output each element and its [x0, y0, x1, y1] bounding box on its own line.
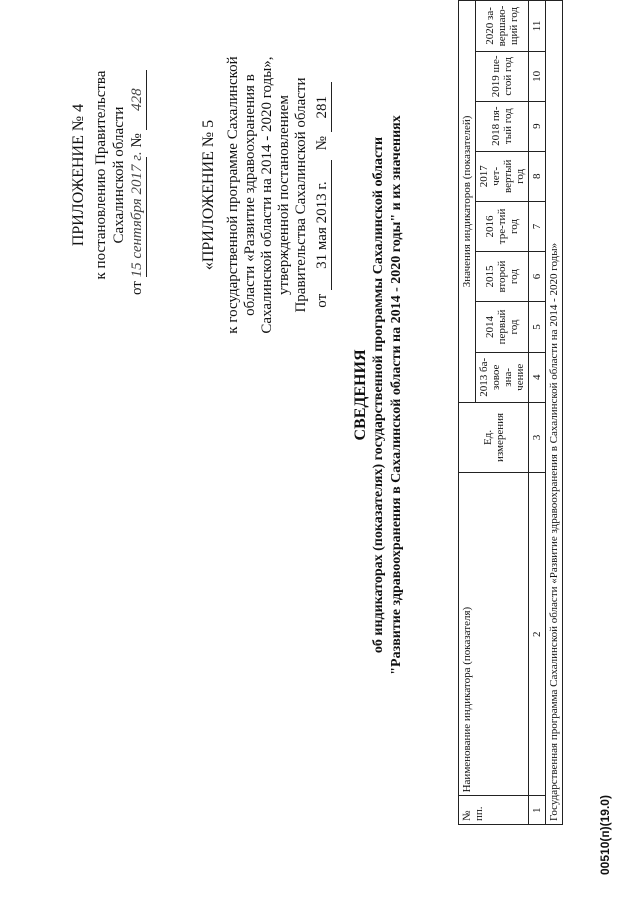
table-program-row: [546, 1, 563, 825]
column-number: 5: [529, 302, 546, 353]
appendix-5-line4: утвержденной постановлением: [276, 95, 292, 295]
table-number-row: [529, 1, 546, 825]
header-year: 2014 первый год: [476, 302, 529, 353]
header-year: 2015 второй год: [476, 251, 529, 301]
appendix-4-from-label: от: [129, 281, 145, 295]
appendix-5-date: 31 мая 2013 г.: [314, 160, 332, 290]
program-title-cell: Государственная программа Сахалинской области «Развитие здравоохранения в Сахалинской области на 2014 - 2020 годы»: [546, 1, 563, 825]
header-year: 2013 ба-зовое зна-чение: [476, 352, 529, 402]
indicators-table: [458, 0, 563, 825]
heading-line2: "Развитие здравоохранения в Сахалинской области на 2014 - 2020 годы" и их значениях: [389, 115, 404, 675]
appendix-4-date-row: [128, 55, 147, 295]
appendix-5-line5: Правительства Сахалинской области: [293, 77, 309, 313]
column-number: 10: [529, 51, 546, 101]
appendix-5-date-row: [314, 45, 332, 345]
appendix-4-number: 428: [128, 70, 147, 130]
appendix-4-number-label: №: [129, 133, 145, 148]
column-number: 2: [529, 473, 546, 796]
header-name: Наименование индикатора (показателя): [459, 473, 529, 796]
document-heading: [352, 55, 406, 735]
header-year: 2017 чет-вертый год: [476, 151, 529, 201]
appendix-4-date: 15 сентября 2017 г.: [129, 151, 145, 278]
appendix-5-title: «ПРИЛОЖЕНИЕ № 5: [200, 119, 217, 271]
header-year: 2018 пя-тый год: [476, 101, 529, 151]
column-number: 8: [529, 151, 546, 201]
header-year: 2019 ше-стой год: [476, 51, 529, 101]
appendix-5-number-label: №: [314, 136, 330, 151]
column-number: 4: [529, 352, 546, 402]
header-year: 2020 за-вершаю-щий год: [476, 1, 529, 52]
heading-line1: об индикаторах (показателях) государственной программы Сахалинской области: [371, 136, 386, 654]
table-header-row: [459, 1, 476, 825]
header-unit: Ед. измерения: [459, 402, 529, 472]
heading-title: СВЕДЕНИЯ: [352, 349, 369, 441]
appendix-5-line1: к государственной программе Сахалинской: [225, 56, 241, 334]
header-year: 2016 тре-тий год: [476, 202, 529, 252]
header-values: Значения индикаторов (показателей): [459, 1, 476, 403]
column-number: 6: [529, 251, 546, 301]
appendix-5-block: [200, 45, 332, 345]
header-num: № пп.: [459, 796, 529, 825]
document-code: 00510(п)(19.0): [598, 795, 612, 875]
appendix-4-line2: Сахалинской области: [111, 106, 127, 244]
appendix-5-number: 281: [314, 82, 332, 132]
appendix-4-title: ПРИЛОЖЕНИЕ № 4: [70, 103, 87, 247]
column-number: 9: [529, 101, 546, 151]
appendix-5-line2: области «Развитие здравоохранения в: [242, 74, 258, 316]
column-number: 3: [529, 402, 546, 472]
column-number: 1: [529, 796, 546, 825]
appendix-4-line1: к постановлению Правительства: [93, 70, 109, 280]
appendix-4-block: [70, 55, 147, 295]
appendix-5-from-label: от: [314, 293, 330, 308]
appendix-5-line3: Сахалинской области на 2014 - 2020 годы»,: [259, 56, 275, 334]
column-number: 7: [529, 202, 546, 252]
column-number: 11: [529, 1, 546, 52]
